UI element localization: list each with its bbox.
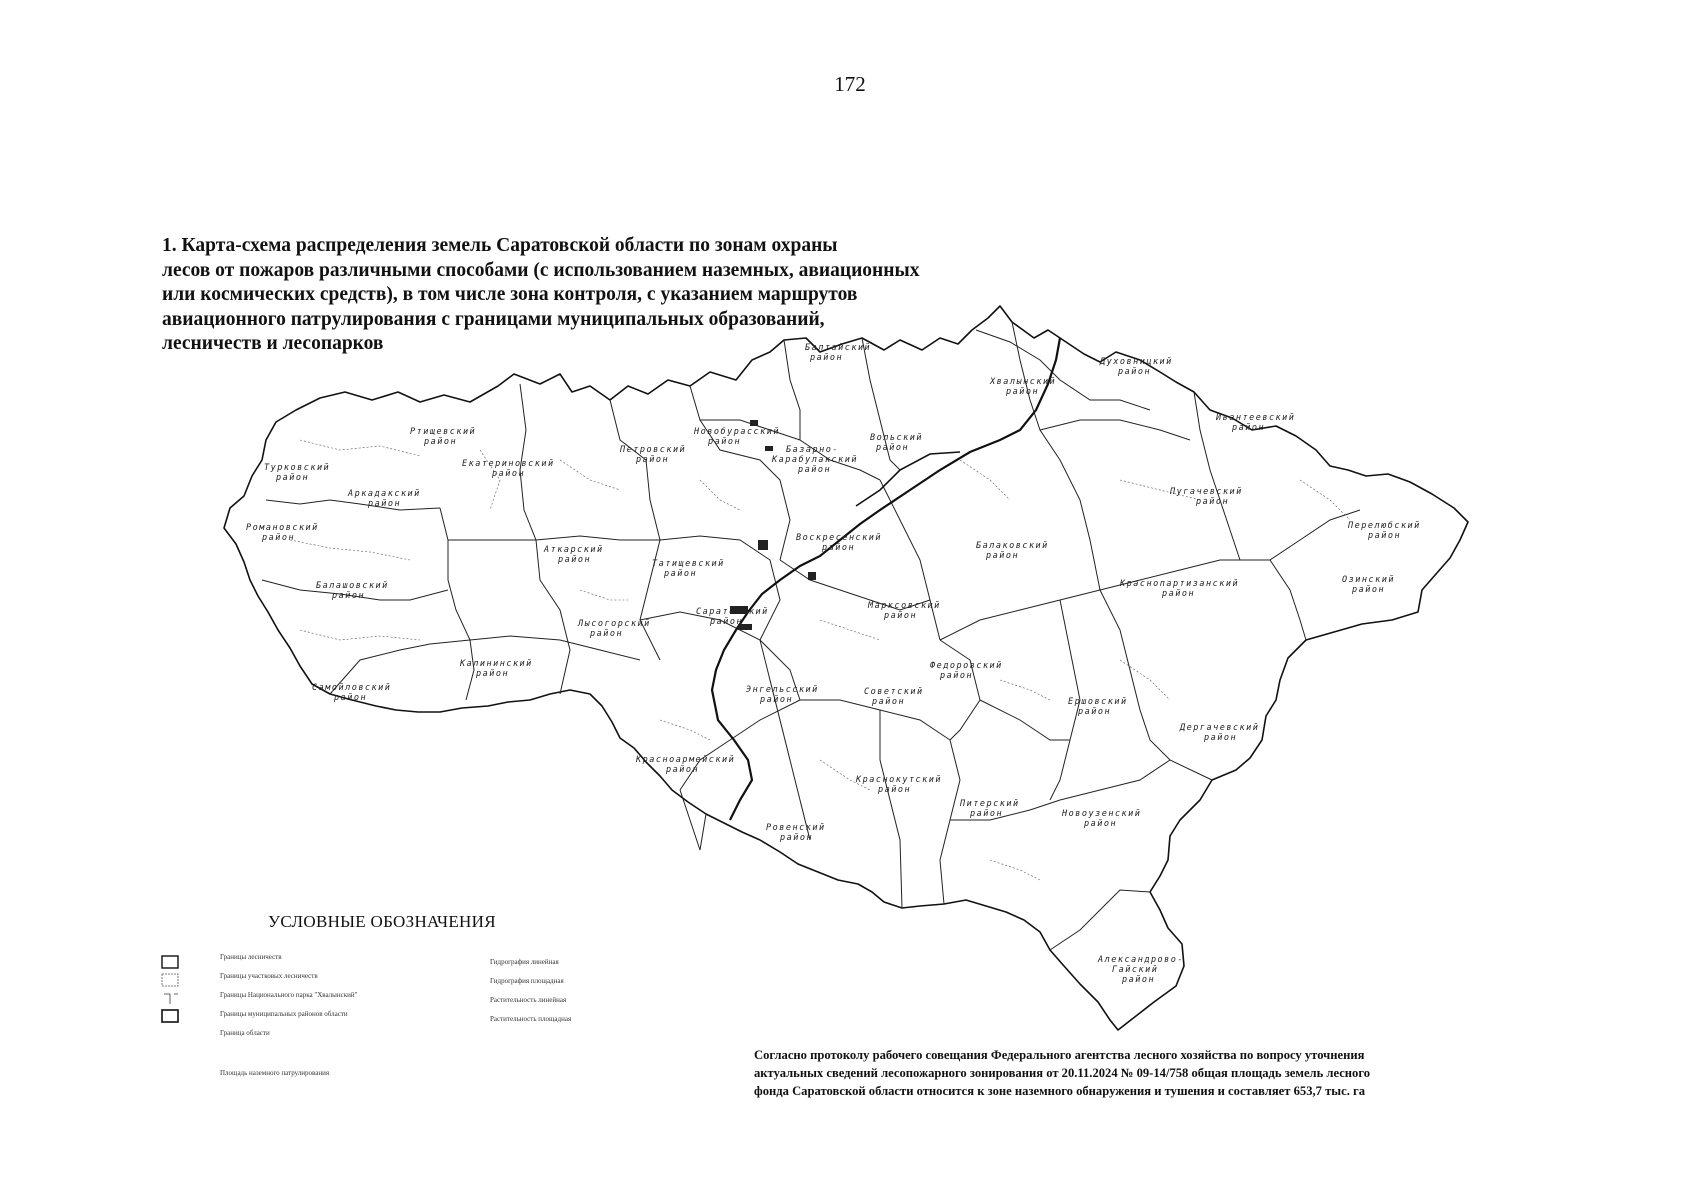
district-label: Марксовский район	[868, 601, 941, 621]
legend-item-forestry: Границы лесничеств	[220, 953, 282, 961]
volga-branch	[856, 452, 960, 506]
forestry-boundaries	[290, 440, 1350, 880]
district-label: Краснопартизанский район	[1120, 579, 1240, 599]
district-label: Аркадакский район	[348, 489, 421, 509]
district-label: Духовницкий район	[1100, 357, 1173, 377]
title-line: или космических средств), в том числе зона контроля, с указанием маршрутов	[162, 284, 858, 305]
legend-symbols	[158, 954, 188, 1034]
district-labels	[246, 343, 1421, 985]
district-label: Базарно-Карабулакский район	[772, 445, 859, 475]
district-label: Романовский район	[246, 523, 319, 543]
district-label: Саратовский район	[696, 607, 769, 627]
legend-item-subforestry: Границы участковых лесничеств	[220, 972, 318, 980]
district-label: Новобурасский район	[694, 427, 781, 447]
district-label: Аткарский район	[544, 545, 604, 565]
district-label: Озинский район	[1342, 575, 1395, 595]
district-label: Пугачевский район	[1170, 487, 1243, 507]
legend-park-symbol	[164, 994, 178, 1004]
page-number: 172	[834, 72, 866, 96]
volga-river	[712, 338, 1060, 820]
title-line: авиационного патрулирования с границами муниципальных образований,	[162, 308, 825, 330]
district-label: Энгельсский район	[746, 685, 819, 705]
note-line: Согласно протоколу рабочего совещания Федерального агентства лесного хозяйства по вопросу уточнения	[754, 1048, 1365, 1062]
district-label: Питерский район	[960, 799, 1020, 819]
district-label: Балаковский район	[976, 541, 1049, 561]
legend-item-hydro-areal: Гидрография площадная	[490, 977, 564, 985]
district-label: Александрово-Гайский район	[1098, 955, 1185, 985]
district-label: Федоровский район	[930, 661, 1003, 681]
legend-district-symbol	[162, 1010, 178, 1022]
district-label: Балтайский район	[805, 343, 872, 363]
legend-item-hydro-linear: Гидрография линейная	[490, 958, 559, 966]
district-label: Татищевский район	[652, 559, 725, 579]
district-label: Ершовский район	[1068, 697, 1128, 717]
district-label: Лысогорский район	[578, 619, 651, 639]
district-label: Ртищевский район	[410, 427, 477, 447]
district-label: Петровский район	[620, 445, 687, 465]
district-label: Ивантеевский район	[1216, 413, 1296, 433]
legend-subforestry-symbol	[162, 974, 178, 986]
legend-heading: УСЛОВНЫЕ ОБОЗНАЧЕНИЯ	[268, 912, 496, 931]
footnote	[754, 1046, 1554, 1100]
district-label: Воскресенский район	[796, 533, 883, 553]
district-label: Дергачевский район	[1180, 723, 1260, 743]
legend-item-vegetation-areal: Растительность площадная	[490, 1015, 572, 1023]
legend-item-region-border: Граница области	[220, 1029, 270, 1037]
district-label: Новоузенский район	[1062, 809, 1142, 829]
title-line: лесов от пожаров различными способами (с использованием наземных, авиационных	[162, 259, 920, 281]
district-boundaries	[262, 322, 1360, 950]
district-label: Ровенский район	[766, 823, 826, 843]
district-label: Екатериновский район	[462, 459, 555, 479]
district-label: Калининский район	[460, 659, 533, 679]
note-line: актуальных сведений лесопожарного зонирования от 20.11.2024 № 09-14/758 общая площадь земель лесного	[754, 1066, 1371, 1080]
district-label: Балашовский район	[316, 581, 389, 601]
district-label: Турковский район	[264, 463, 331, 483]
legend-item-ground-patrol: Площадь наземного патрулирования	[220, 1069, 330, 1077]
legend-forestry-symbol	[162, 956, 178, 968]
district-label: Красноармейский район	[636, 755, 736, 775]
note-line: фонда Саратовской области относится к зоне наземного обнаружения и тушения и составляет 653,7 тыс. га	[754, 1084, 1366, 1098]
district-label: Перелюбский район	[1348, 521, 1421, 541]
district-label: Хвалынский район	[990, 377, 1057, 397]
district-label: Самойловский район	[312, 683, 392, 703]
district-label: Вольский район	[870, 433, 923, 453]
title-line: 1. Карта-схема распределения земель Саратовской области по зонам охраны	[162, 235, 838, 256]
title-line: лесничеств и лесопарков	[162, 333, 384, 354]
district-label: Советский район	[864, 687, 924, 707]
legend-item-districts: Границы муниципальных районов области	[220, 1010, 348, 1018]
legend-item-vegetation-linear: Растительность линейная	[490, 996, 567, 1004]
legend-item-national-park: Границы Национального парка "Хвалынский"	[220, 991, 358, 999]
district-label: Краснокутский район	[856, 775, 943, 795]
